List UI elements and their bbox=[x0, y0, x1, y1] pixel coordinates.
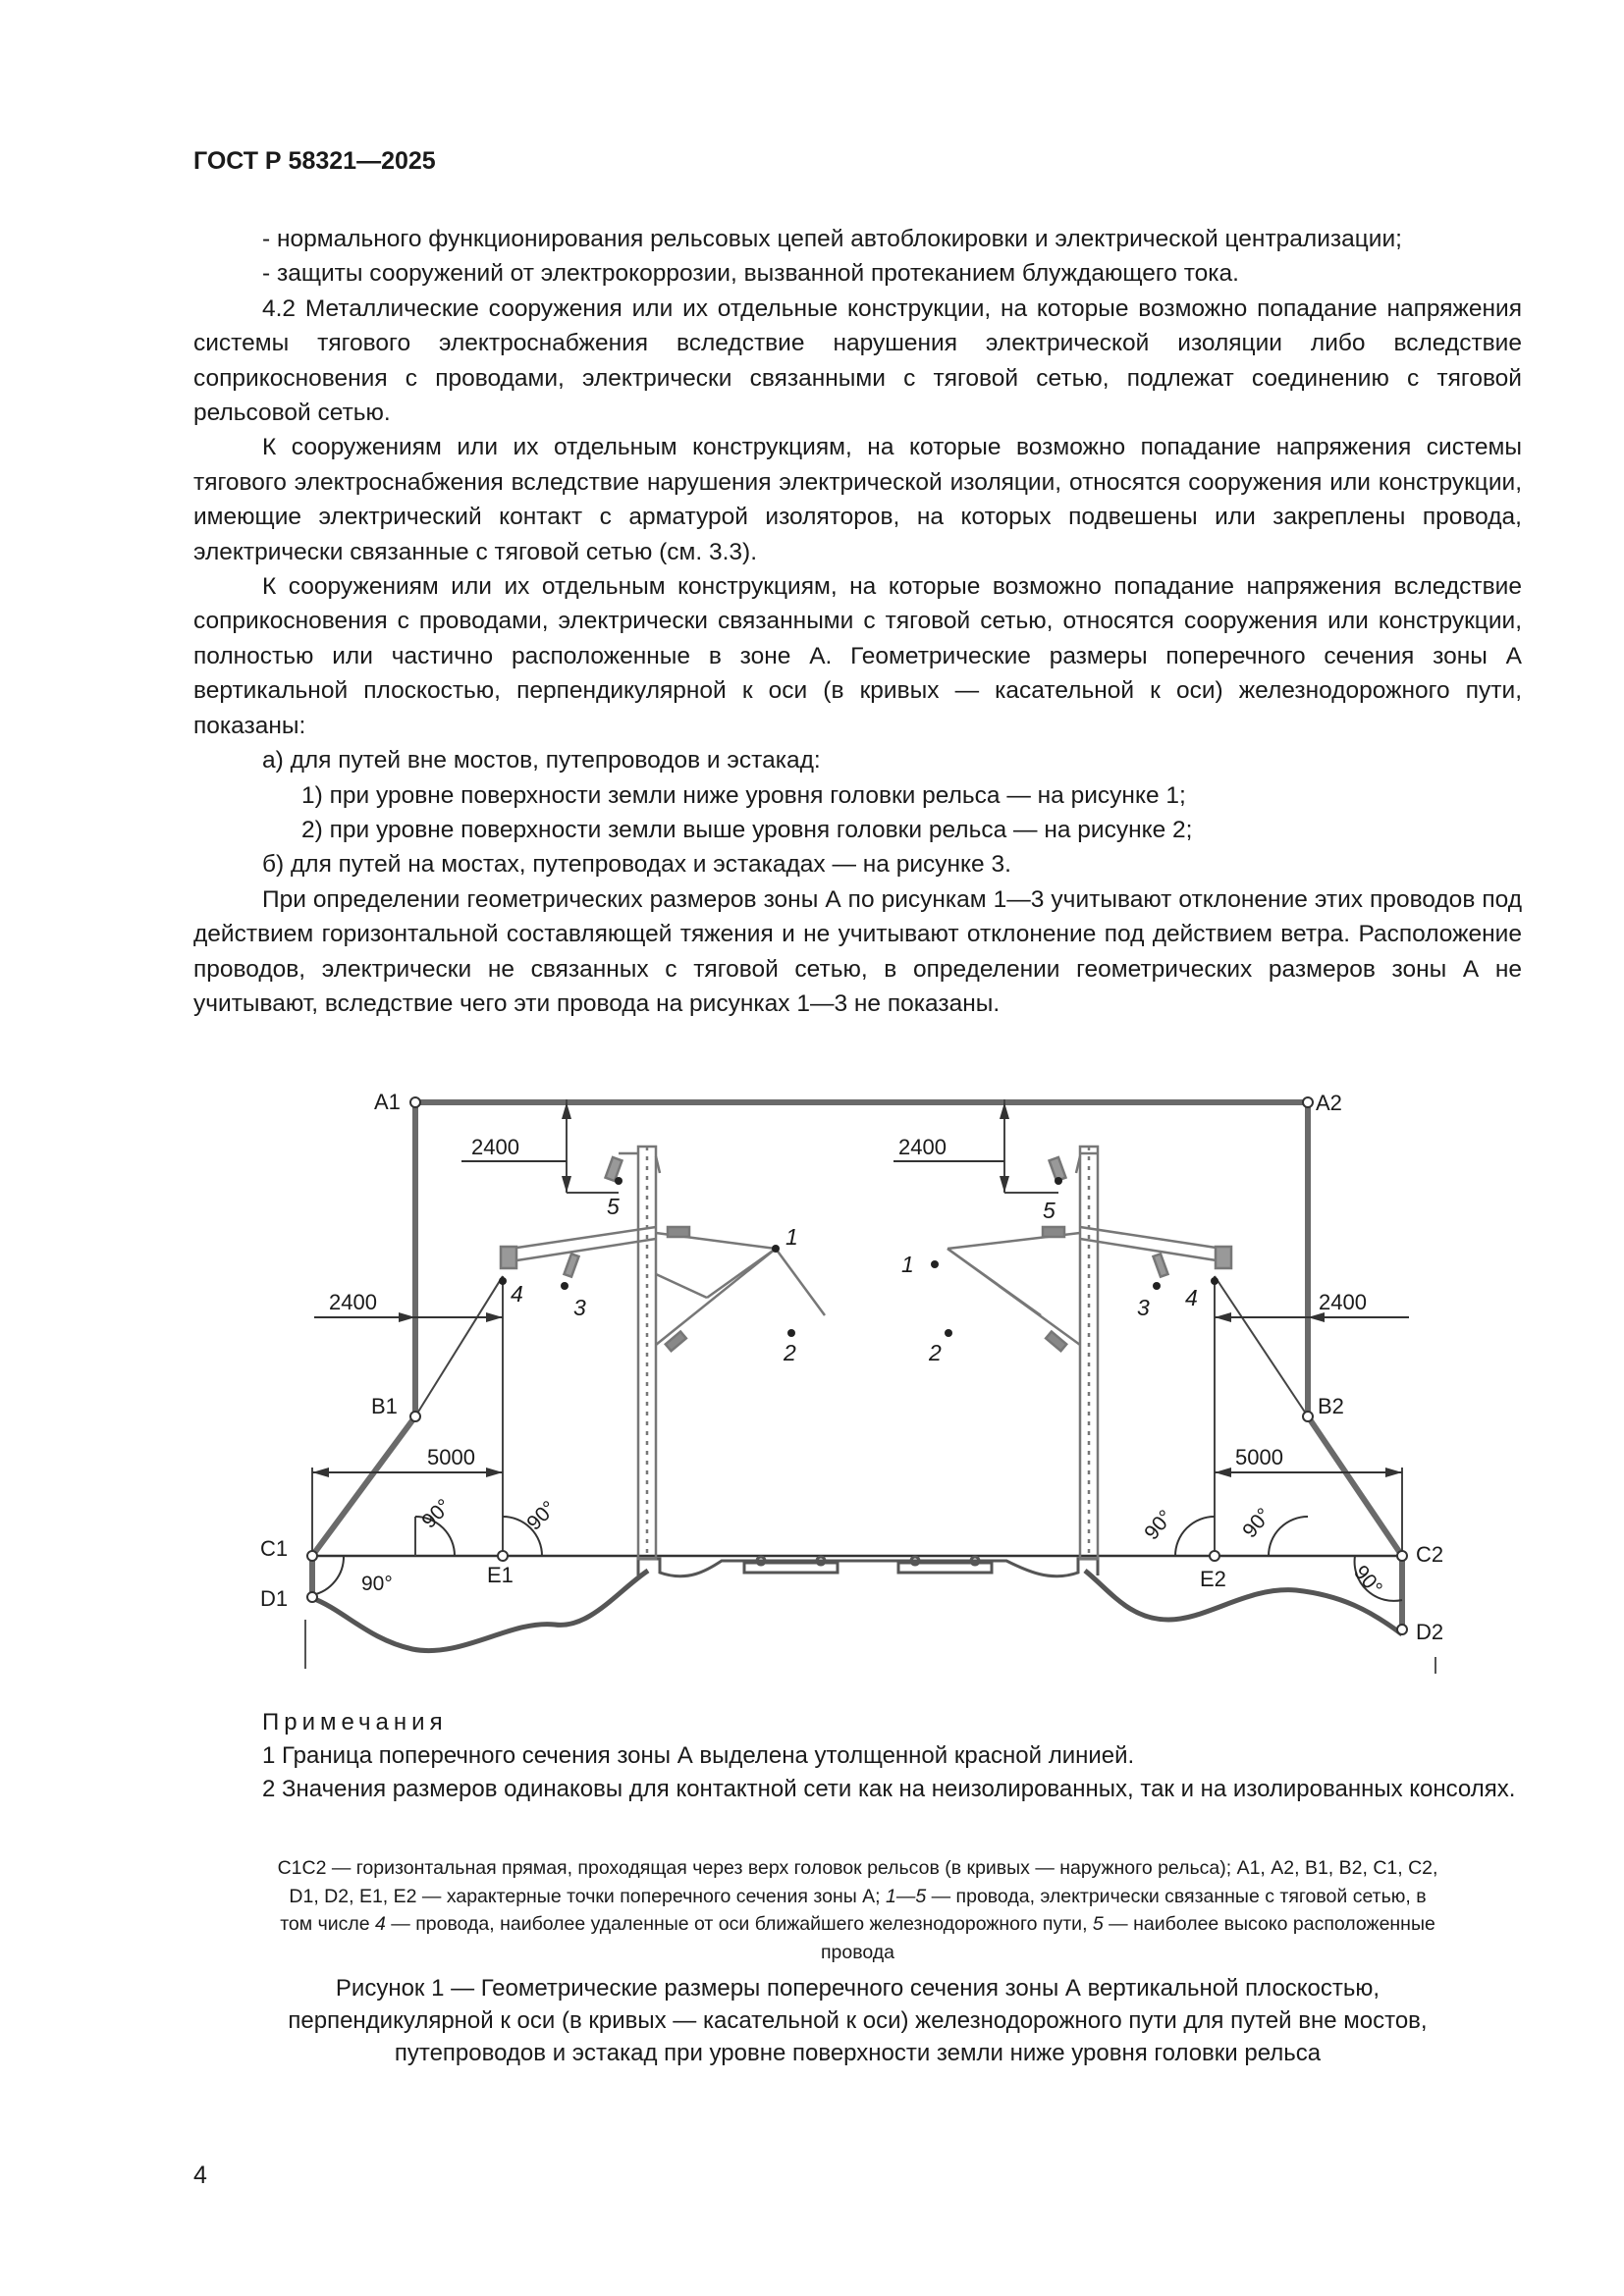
angle-label: 90° bbox=[522, 1496, 561, 1535]
caption-line: путепроводов и эстакад при уровне поверхности земли ниже уровня головки рельса bbox=[394, 2040, 1322, 2066]
dim-label-2400-right: 2400 bbox=[1319, 1290, 1367, 1314]
legend-text: D1, D2, E1, E2 — характерные точки поперечного сечения зоны А; bbox=[289, 1885, 886, 1907]
point-label-c1: C1 bbox=[260, 1536, 289, 1561]
d-wall-marks bbox=[305, 1620, 1435, 1674]
construction-lines bbox=[312, 1099, 1402, 1556]
wire-label-2-left: 2 bbox=[784, 1340, 796, 1365]
dimension-lines bbox=[312, 1161, 1409, 1472]
dim-label-2400-left: 2400 bbox=[329, 1290, 377, 1314]
legend-text: — провода, наиболее удаленные от оси ближайшего железнодорожного пути, bbox=[385, 1913, 1093, 1935]
paragraph: - нормального функционирования рельсовых цепей автоблокировки и электрической централизации; bbox=[262, 226, 1402, 252]
legend-text: — наиболее высоко расположенные bbox=[1103, 1913, 1435, 1935]
dim-label-5000-left: 5000 bbox=[427, 1445, 475, 1469]
list-item: 2) при уровне поверхности земли выше уровня головки рельса — на рисунке 2; bbox=[301, 816, 1193, 843]
wire-label-4-left: 4 bbox=[511, 1281, 523, 1307]
wire-label-4-right: 4 bbox=[1185, 1285, 1198, 1310]
figure-legend bbox=[193, 1854, 1522, 1966]
wire-label-1-right: 1 bbox=[901, 1252, 914, 1277]
note-item: 2 Значения размеров одинаковы для контактной сети как на неизолированных, так и на изолированных консолях. bbox=[262, 1776, 1516, 1802]
figure-notes bbox=[193, 1706, 1522, 1806]
legend-italic: 1—5 bbox=[886, 1885, 927, 1907]
legend-line bbox=[193, 1854, 1522, 1883]
caption-line: Рисунок 1 — Геометрические размеры поперечного сечения зоны А вертикальной плоскостью, bbox=[335, 1975, 1380, 2002]
notes-title: Примечания bbox=[262, 1709, 448, 1735]
zone-a-boundary bbox=[312, 1102, 1402, 1629]
legend-line bbox=[193, 1910, 1522, 1939]
paragraph: - защиты сооружений от электрокоррозии, вызванной протеканием блуждающего тока. bbox=[262, 260, 1239, 288]
legend-text: С1С2 — горизонтальная прямая, проходящая через верх головок рельсов (в кривых — наружного рельса); А1, А2, В1, В2, С1, С2, bbox=[277, 1857, 1438, 1879]
point-label-d1: D1 bbox=[260, 1586, 289, 1611]
point-label-c2: C2 bbox=[1416, 1542, 1444, 1567]
dim-label-2400-top-right: 2400 bbox=[898, 1135, 947, 1159]
right-catenary-support bbox=[947, 1147, 1231, 1559]
point-label-a1: A1 bbox=[374, 1090, 401, 1114]
legend-text: — провода, электрически связанные с тяговой сетью, в bbox=[926, 1885, 1427, 1907]
dim-label-5000-right: 5000 bbox=[1235, 1445, 1283, 1469]
zone-a-cross-section-figure bbox=[193, 1060, 1470, 1688]
wire-label-3-left: 3 bbox=[573, 1295, 586, 1320]
paragraph: 4.2 Металлические сооружения или их отдельные конструкции, на которые возможно попадание напряжения системы тягового электроснабжения вследствие нарушения электрической изоляции либо вследствие соприкосновения с проводами, электрически связанными с тяговой сетью, подлежат соединению с тяговой рельсовой сетью. bbox=[193, 294, 1522, 427]
point-label-b2: B2 bbox=[1318, 1394, 1344, 1418]
legend-line bbox=[193, 1883, 1522, 1911]
angle-label: 90° bbox=[361, 1573, 393, 1595]
characteristic-point-markers bbox=[307, 1097, 1407, 1634]
wire-label-3-right: 3 bbox=[1137, 1295, 1150, 1320]
page-number: 4 bbox=[193, 2162, 207, 2189]
paragraph: При определении геометрических размеров зоны А по рисункам 1—3 учитывают отклонение этих проводов под действием горизонтальной составляющей тяжения и не учитывают отклонение под действием ветра. Расположение проводов, электрически не связанных с тяговой сетью, в определении геометрических размеров зоны А не учитывают, вследствие чего эти провода на рисунках 1—3 не показаны. bbox=[193, 885, 1522, 1017]
legend-text: провода bbox=[820, 1941, 895, 1963]
caption-line: перпендикулярной к оси (в кривых — касательной к оси) железнодорожного пути для путей вне мостов, bbox=[288, 2007, 1428, 2034]
angle-label: 90° bbox=[1349, 1561, 1387, 1600]
angle-label: 90° bbox=[1140, 1506, 1178, 1545]
list-item: а) для путей вне мостов, путепроводов и эстакад: bbox=[262, 747, 821, 774]
wire-label-5-right: 5 bbox=[1043, 1198, 1056, 1223]
ground-profile bbox=[312, 1571, 1402, 1651]
legend-text: том числе bbox=[280, 1913, 376, 1935]
point-label-a2: A2 bbox=[1316, 1091, 1342, 1115]
figure-caption bbox=[193, 1972, 1522, 2069]
point-label-e1: E1 bbox=[487, 1563, 514, 1587]
legend-line bbox=[193, 1939, 1522, 1967]
point-label-d2: D2 bbox=[1416, 1620, 1444, 1644]
angle-label: 90° bbox=[417, 1494, 456, 1533]
list-item: б) для путей на мостах, путепроводах и эстакадах — на рисунке 3. bbox=[262, 851, 1011, 879]
note-item: 1 Граница поперечного сечения зоны А выделена утолщенной красной линией. bbox=[262, 1742, 1135, 1769]
wire-label-1-left: 1 bbox=[785, 1224, 798, 1250]
wire-label-2-right: 2 bbox=[929, 1340, 942, 1365]
paragraph: К сооружениям или их отдельным конструкциям, на которые возможно попадание напряжения вследствие соприкосновения с проводами, электрически связанными с тяговой сетью, относятся сооружения или конструкции, полностью или частично расположенные в зоне А. Геометрические размеры поперечного сечения зоны А вертикальной плоскостью, перпендикулярной к оси (в кривых — касательной к оси) железнодорожного пути, показаны: bbox=[193, 573, 1522, 739]
body-text bbox=[193, 222, 1522, 1021]
paragraph: К сооружениям или их отдельным конструкциям, на которые возможно попадание напряжения системы тягового электроснабжения вследствие нарушения электрической изоляции, относятся сооружения или конструкции, имеющие электрический контакт с арматурой изоляторов, на которых подвешены или закреплены провода, электрически связанные с тяговой сетью (см. 3.3). bbox=[193, 434, 1522, 565]
angle-label: 90° bbox=[1238, 1504, 1276, 1543]
point-label-e2: E2 bbox=[1200, 1567, 1226, 1591]
wire-label-5-left: 5 bbox=[607, 1194, 620, 1219]
left-catenary-support bbox=[501, 1147, 825, 1559]
point-label-b1: B1 bbox=[371, 1394, 398, 1418]
document-header: ГОСТ Р 58321—2025 bbox=[193, 147, 436, 175]
legend-italic: 4 bbox=[375, 1913, 386, 1935]
legend-italic: 5 bbox=[1092, 1913, 1104, 1935]
list-item: 1) при уровне поверхности земли ниже уровня головки рельса — на рисунке 1; bbox=[301, 781, 1186, 809]
track-ballast bbox=[638, 1557, 1098, 1576]
dim-label-2400-top-left: 2400 bbox=[471, 1135, 519, 1159]
